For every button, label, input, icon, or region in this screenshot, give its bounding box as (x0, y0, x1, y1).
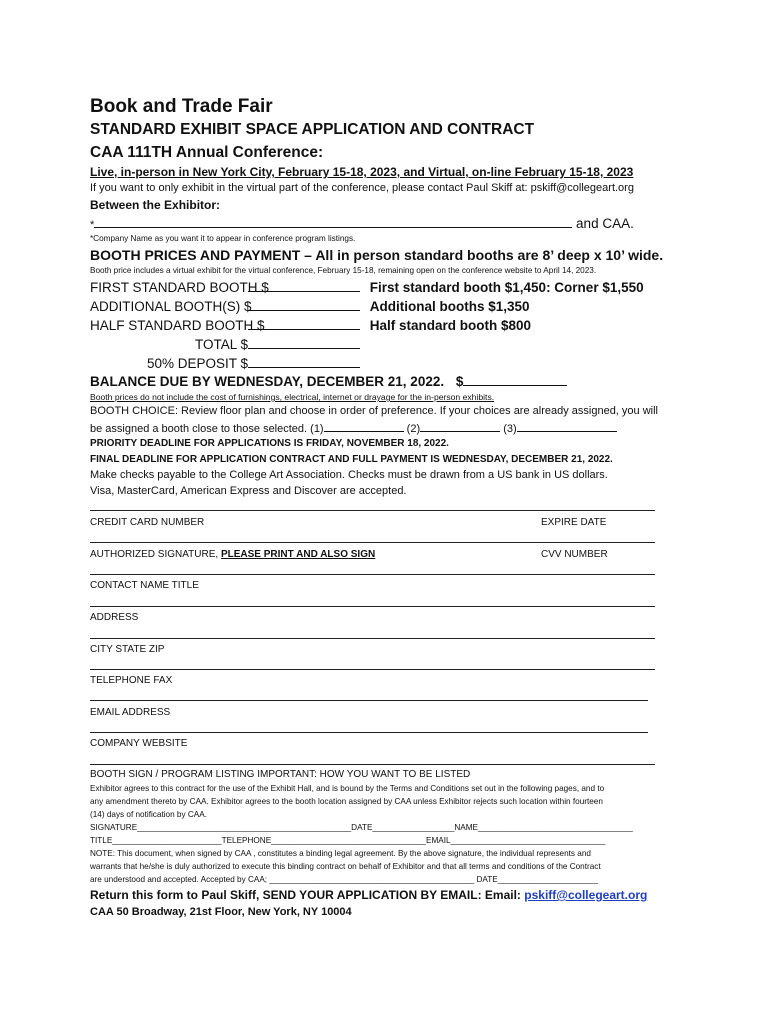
choice-3-field[interactable] (517, 421, 617, 432)
caa-address: CAA 50 Broadway, 21st Floor, New York, NY 10004 (90, 906, 352, 918)
booth-row (90, 335, 690, 352)
exhibitor-line-suffix: and CAA. (576, 216, 634, 231)
form-subtitle: STANDARD EXHIBIT SPACE APPLICATION AND CONTRACT (90, 121, 535, 138)
credit-card-label: CREDIT CARD NUMBER (90, 517, 205, 528)
page-title: Book and Trade Fair (90, 96, 273, 117)
website-label: COMPANY WEBSITE (90, 738, 188, 749)
choice-1-field[interactable] (324, 421, 404, 432)
conference-dates: Live, in-person in New York City, February 15-18, 2023, and Virtual, on-line February 15-18, 2023 (90, 165, 634, 179)
deposit-amount-field[interactable] (248, 354, 360, 368)
signature-label (90, 549, 375, 560)
checks-note: Make checks payable to the College Art Association. Checks must be drawn from a US bank in US dollars. (90, 469, 608, 481)
booth-row (90, 278, 690, 295)
exhibitor-name-field[interactable] (94, 214, 572, 228)
balance-due (90, 372, 567, 389)
booth-label: 50% DEPOSIT $ (146, 356, 248, 371)
booth-price-extra: : Corner $1,550 (546, 280, 644, 295)
legal-note-line: NOTE: This document, when signed by CAA , constitutes a binding legal agreement. By the above signature, the individual represents and (90, 849, 591, 858)
address-line[interactable] (90, 606, 655, 607)
virtual-note: If you want to only exhibit in the virtual part of the conference, please contact Paul Skiff at: pskiff@collegeart.org (90, 182, 634, 194)
booth-row (90, 354, 690, 371)
company-note: *Company Name as you want it to appear in conference program listings. (90, 234, 356, 243)
phone-line[interactable] (90, 669, 655, 670)
credit-card-line[interactable] (90, 510, 655, 511)
choice-2-field[interactable] (420, 421, 500, 432)
booth-label: ADDITIONAL BOOTH(S) $ (90, 299, 252, 314)
booth-sign-line[interactable] (90, 764, 655, 765)
choice-2-label: (2) (406, 423, 421, 435)
exhibitor-line (90, 214, 634, 231)
cvv-label: CVV NUMBER (541, 549, 608, 560)
booth-amount-field[interactable] (248, 316, 360, 330)
booth-amount-field[interactable] (248, 278, 360, 292)
choice-3-label: (3) (503, 423, 517, 435)
agreement-line: Exhibitor agrees to this contract for the use of the Exhibit Hall, and is bound by the Terms and Conditions set out in the following pages, and to (90, 784, 605, 793)
booth-prices-note: Booth prices do not include the cost of furnishings, electrical, internet or drayage for the in-person exhibits. (90, 392, 495, 402)
booth-label: FIRST STANDARD BOOTH $ (90, 280, 269, 295)
booth-amount-field[interactable] (248, 297, 360, 311)
agreement-line: (14) days of notification by CAA. (90, 810, 207, 819)
booth-price: Half standard booth $800 (369, 318, 532, 333)
address-label: ADDRESS (90, 612, 139, 623)
total-amount-field[interactable] (248, 335, 360, 349)
return-text: Return this form to Paul Skiff, SEND YOUR APPLICATION BY EMAIL: Email: (90, 888, 525, 902)
final-deadline: FINAL DEADLINE FOR APPLICATION CONTRACT AND FULL PAYMENT IS WEDNESDAY, DECEMBER 21, 2022. (90, 454, 613, 465)
booth-row (90, 316, 690, 333)
legal-note-line: warrants that he/she is duly authorized to execute this binding contract on behalf of Exhibitor and that all terms and conditions of the Contract (90, 862, 601, 871)
expire-label: EXPIRE DATE (541, 517, 607, 528)
agreement-line: any amendment thereto by CAA. Exhibitor agrees to the booth location assigned by CAA unless Exhibitor rejects such location within fourteen (90, 797, 603, 806)
phone-label: TELEPHONE FAX (90, 675, 173, 686)
prices-heading: BOOTH PRICES AND PAYMENT – All in person standard booths are 8’ deep x 10’ wide. (90, 247, 664, 263)
booth-choice-label: be assigned a booth close to those selected. (1) (90, 423, 324, 435)
cards-note: Visa, MasterCard, American Express and Discover are accepted. (90, 485, 407, 497)
booth-label: TOTAL $ (194, 337, 248, 352)
asterisk: * (90, 219, 95, 231)
signature-emphasis: PLEASE PRINT AND ALSO SIGN (220, 549, 376, 560)
city-label: CITY STATE ZIP (90, 644, 165, 655)
booth-price: Additional booths $1,350 (369, 299, 530, 314)
contact-label: CONTACT NAME TITLE (90, 580, 199, 591)
balance-dollar: $ (455, 374, 464, 389)
website-line[interactable] (90, 732, 648, 733)
booth-sign-heading: BOOTH SIGN / PROGRAM LISTING IMPORTANT: HOW YOU WANT TO BE LISTED (90, 769, 471, 780)
priority-deadline: PRIORITY DEADLINE FOR APPLICATIONS IS FRIDAY, NOVEMBER 18, 2022. (90, 438, 449, 449)
conference-title: CAA 111TH Annual Conference: (90, 144, 324, 161)
return-email-link[interactable]: pskiff@collegeart.org (524, 888, 648, 902)
balance-due-label: BALANCE DUE BY WEDNESDAY, DECEMBER 21, 2022. (90, 374, 445, 389)
signature-label-text: AUTHORIZED SIGNATURE, (90, 549, 221, 560)
email-line[interactable] (90, 700, 648, 701)
contact-line[interactable] (90, 574, 655, 575)
city-line[interactable] (90, 638, 655, 639)
signature-date-name-line[interactable]: SIGNATURE_______________________________________________DATE__________________NAME__________________________________ (90, 823, 633, 832)
return-instructions (90, 888, 647, 902)
email-label: EMAIL ADDRESS (90, 707, 171, 718)
balance-amount-field[interactable] (463, 372, 567, 386)
accepted-by-line: are understood and accepted. Accepted by CAA; _____________________________________________ DATE______________________ (90, 875, 598, 884)
booth-row (90, 297, 690, 314)
title-phone-email-line[interactable]: TITLE________________________TELEPHONE__________________________________EMAIL__________________________________ (90, 836, 606, 845)
signature-line[interactable] (90, 542, 655, 543)
booth-price: First standard booth $1,450 (369, 280, 547, 295)
booth-choice-selection (90, 421, 617, 435)
booth-choice-line: BOOTH CHOICE: Review floor plan and choose in order of preference. If your choices are already assigned, you will (90, 405, 658, 417)
prices-note: Booth price includes a virtual exhibit for the virtual conference, February 15-18, remaining open on the conference website to April 14, 2023. (90, 266, 597, 275)
between-label: Between the Exhibitor: (90, 198, 221, 212)
booth-label: HALF STANDARD BOOTH $ (90, 318, 265, 333)
